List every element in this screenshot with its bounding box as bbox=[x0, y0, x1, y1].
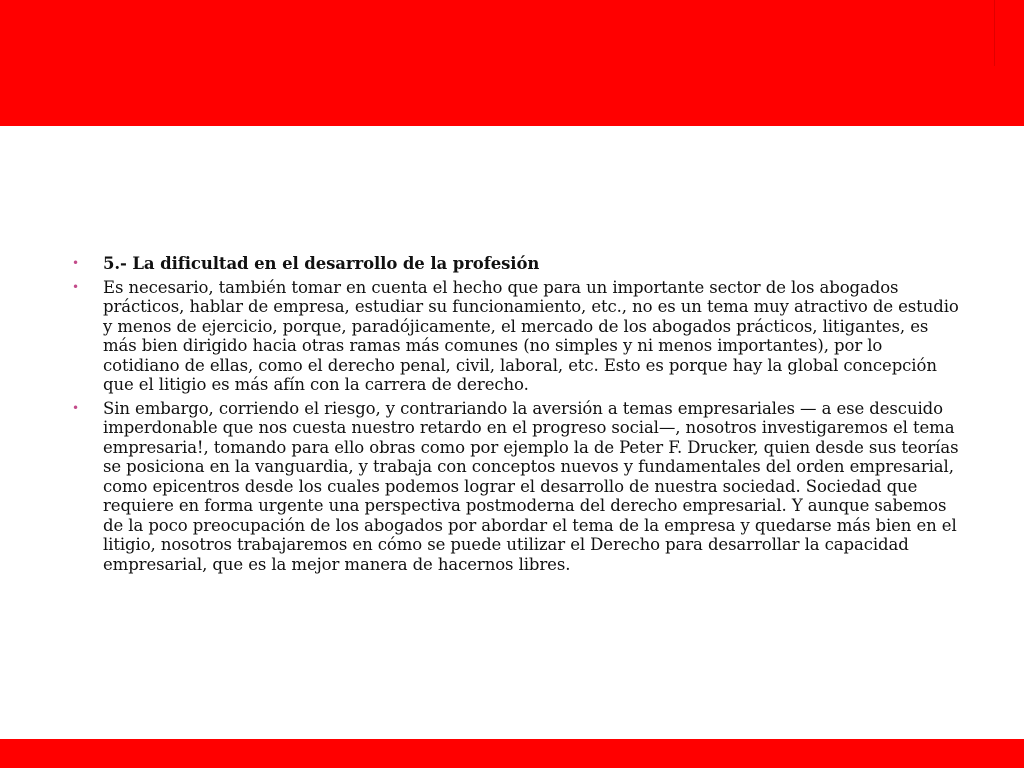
section-heading: 5.- La dificultad en el desarrollo de la profesión bbox=[103, 254, 540, 273]
bullet-dot-icon: • bbox=[72, 279, 79, 294]
bullet-dot-icon: • bbox=[72, 256, 79, 270]
banner-divider-line bbox=[994, 0, 995, 66]
bullet-item-heading bbox=[72, 254, 962, 274]
bullet-item-paragraph bbox=[72, 278, 962, 395]
paragraph-text: Sin embargo, corriendo el riesgo, y contrariando la aversión a temas empresariales — a ese descuido imperdonable que nos cuesta nuestro retardo en el progreso social—, nosotros investigaremos el tema empresaria!, tomando para ello obras como por ejemplo la de Peter F. Drucker, quien desde sus teorías se posiciona en la vanguardia, y trabaja con conceptos nuevos y fundamentales del orden empresarial, como epicentros desde los cuales podemos lograr el desarrollo de nuestra sociedad. Sociedad que requiere en forma urgente una perspectiva postmoderna del derecho empresarial. Y aunque sabemos de la poco preocupación de los abogados por abordar el tema de la empresa y quedarse más bien en el litigio, nosotros trabajaremos en cómo se puede utilizar el Derecho para desarrollar la capacidad empresarial, que es la mejor manera de hacernos libres. bbox=[103, 398, 959, 574]
bullet-dot-icon: • bbox=[72, 400, 79, 415]
bottom-red-banner bbox=[0, 739, 1024, 768]
bullet-item-paragraph bbox=[72, 399, 962, 575]
paragraph-text: Es necesario, también tomar en cuenta el hecho que para un importante sector de los abogados prácticos, hablar de empresa, estudiar su funcionamiento, etc., no es un tema muy atractivo de estudio y menos de ejercicio, porque, paradójicamente, el mercado de los abogados prácticos, litigantes, es más bien dirigido hacia otras ramas más comunes (no simples y ni menos importantes), por lo cotidiano de ellas, como el derecho penal, civil, laboral, etc. Esto es porque hay la global concepción que el litigio es más afín con la carrera de derecho. bbox=[103, 277, 959, 394]
bullet-list bbox=[72, 254, 962, 574]
slide-content bbox=[72, 254, 962, 578]
top-red-banner bbox=[0, 0, 1024, 126]
